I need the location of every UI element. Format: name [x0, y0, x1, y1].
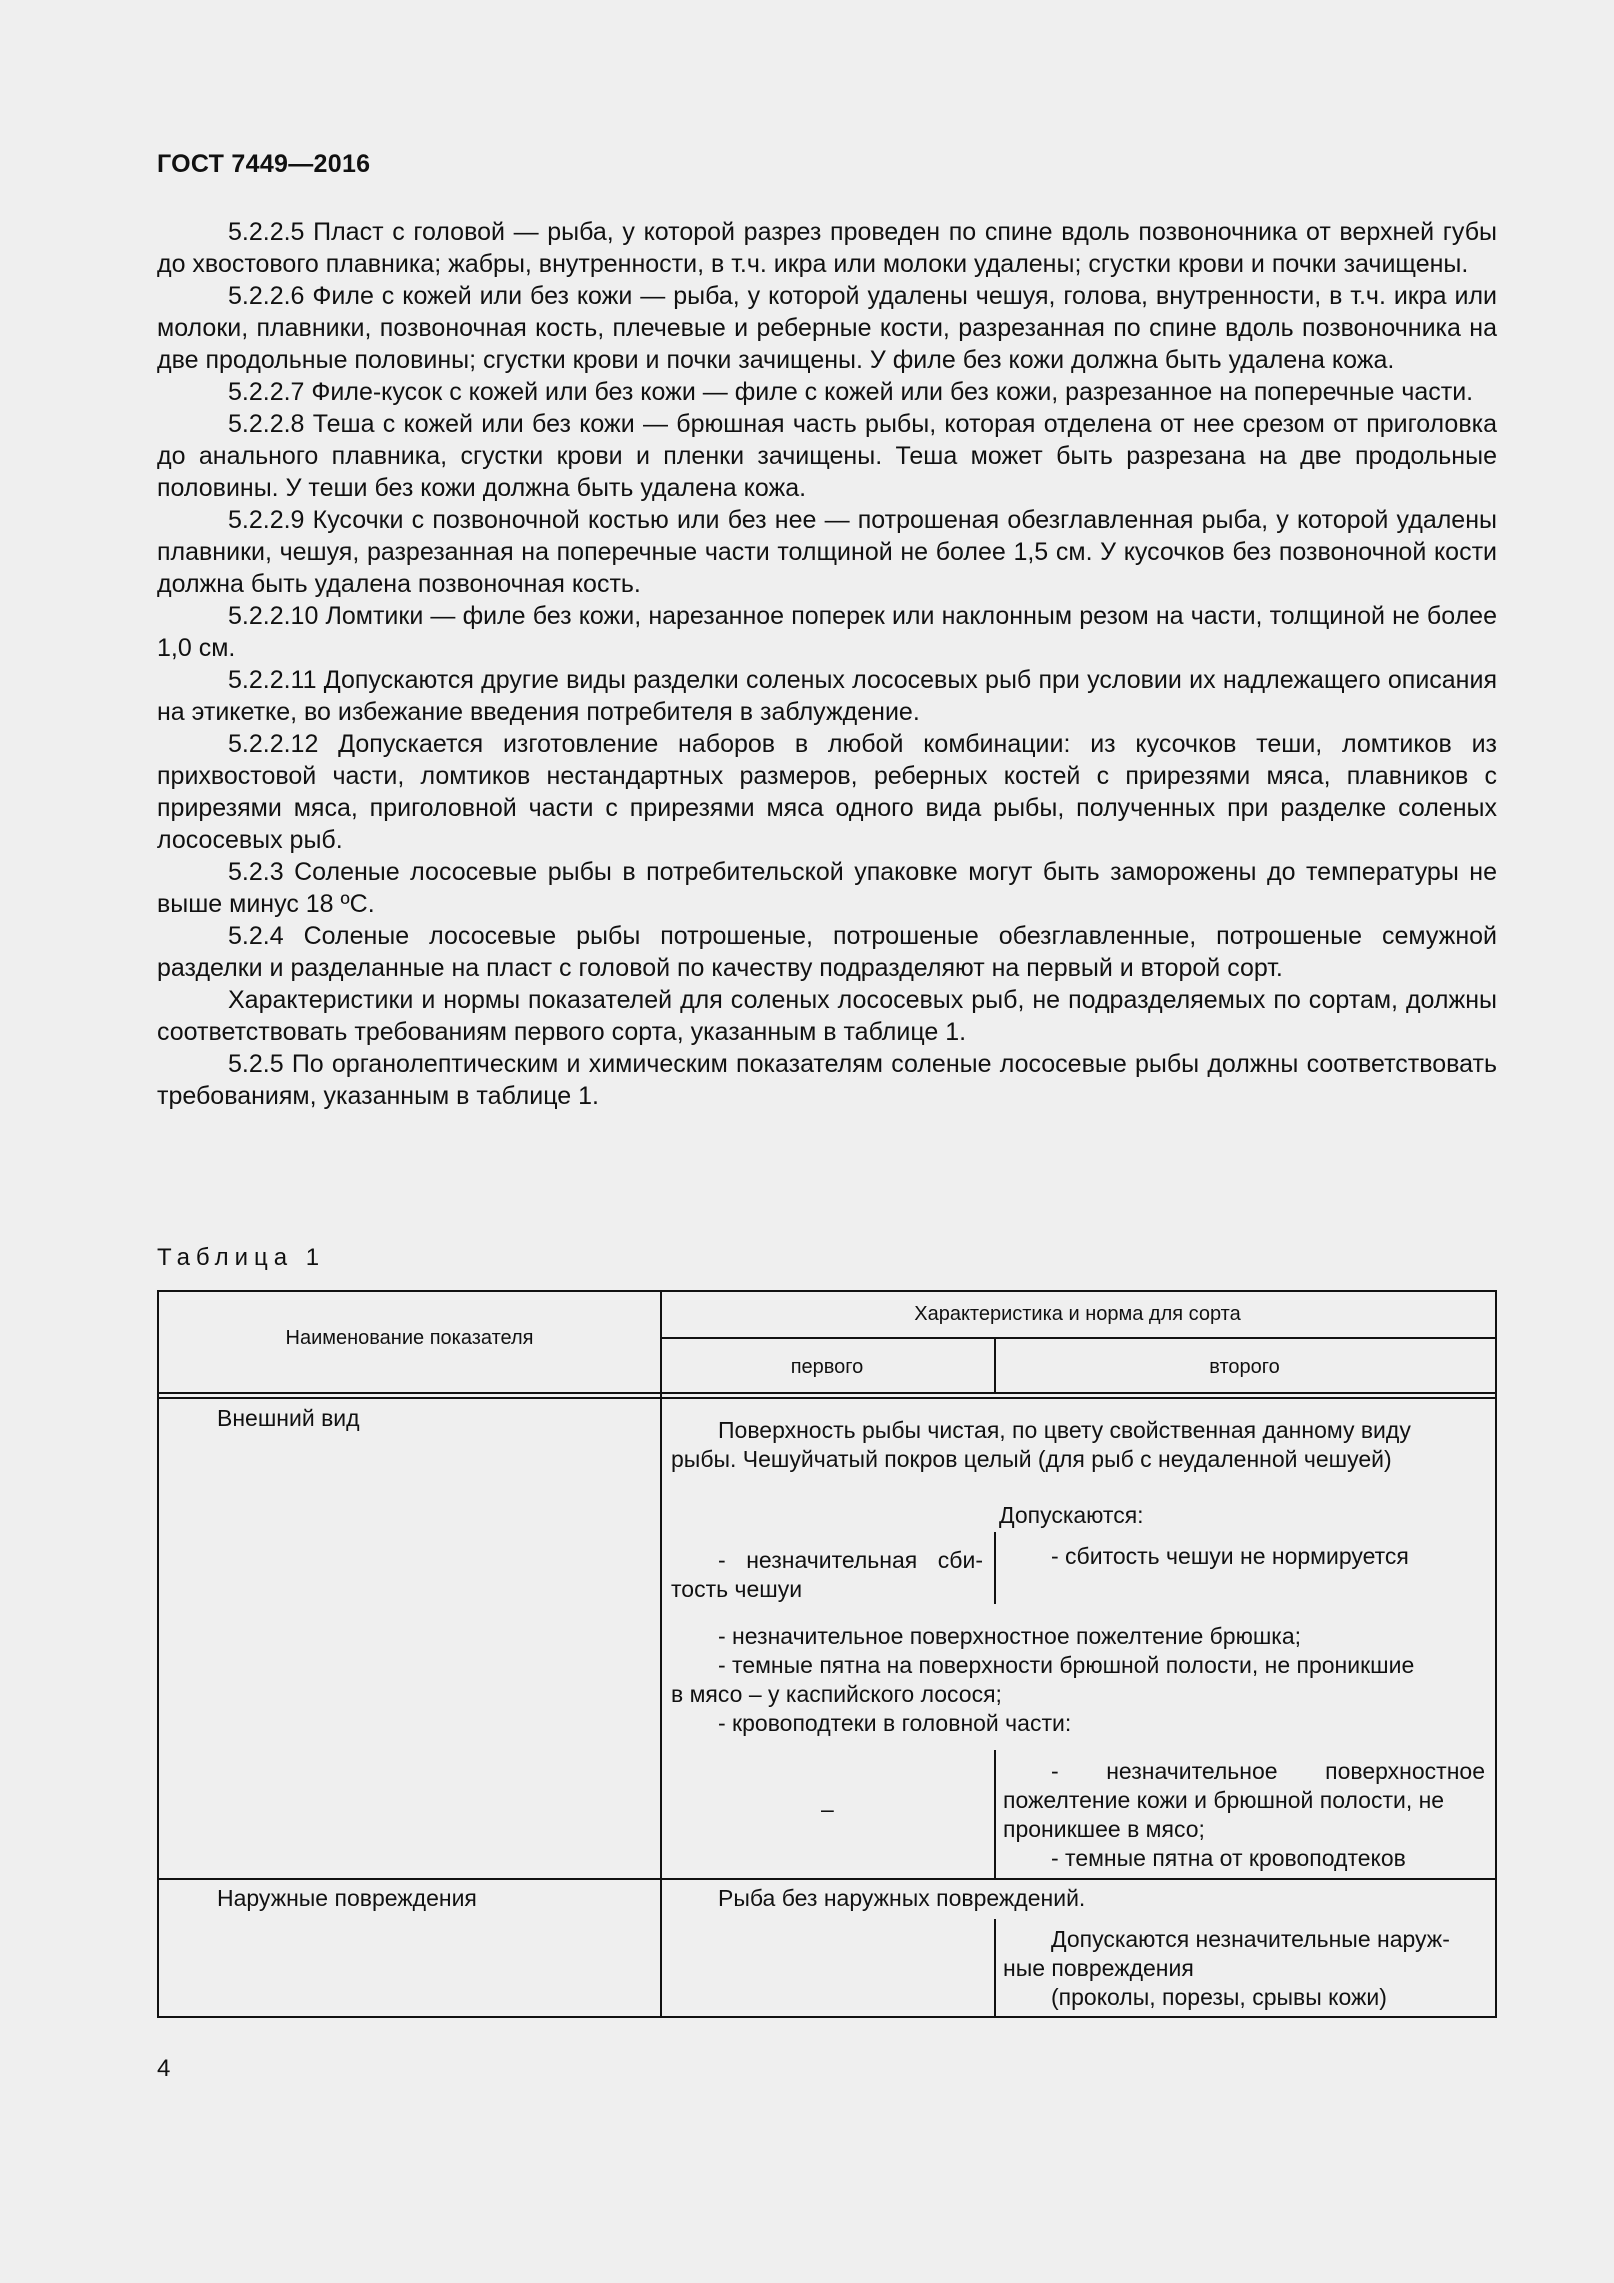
paragraph: 5.2.2.12 Допускается изготовление наборов в любой комбинации: из кусочков теши, ломтиков из прихвостовой части, ломтиков нестандартных размеров, реберных костей с прирезями мяса, плавников с прирезями мяса, приголовной части с прирезями мяса одного вида рыбы, полученных при разделке соленых лососевых рыб.: [157, 730, 1497, 854]
appearance-second-yellow-1: - незначительное поверхностное: [1051, 1758, 1485, 1784]
appearance-allowed: Допускаются:: [999, 1502, 1144, 1528]
row-damage-name: Наружные повреждения: [217, 1885, 477, 1911]
damage-second-1: Допускаются незначительные наруж-: [1051, 1926, 1450, 1952]
damage-second-2: ные повреждения: [1003, 1955, 1194, 1981]
damage-second-3: (проколы, порезы, срывы кожи): [1051, 1984, 1387, 2010]
appearance-first-scale-2: тость чешуи: [671, 1576, 803, 1602]
document-header: ГОСТ 7449—2016: [157, 150, 371, 178]
table-divider-row: [159, 1878, 1495, 1880]
paragraph: 5.2.5 По органолептическим и химическим показателям соленые лососевые рыбы должны соответствовать требованиям, указанным в таблице 1.: [157, 1050, 1497, 1110]
header-second-grade: второго: [1209, 1356, 1280, 1378]
paragraph: 5.2.2.11 Допускаются другие виды разделки соленых лососевых рыб при условии их надлежащего описания на этикетке, во избежание введения потребителя в заблуждение.: [157, 666, 1497, 726]
table-divider-header-bottom: [159, 1392, 1495, 1394]
appearance-first-dash: –: [821, 1796, 834, 1822]
table-divider-header-bottom2: [159, 1397, 1495, 1399]
appearance-common-2a: - темные пятна на поверхности брюшной полости, не проникшие: [718, 1652, 1415, 1678]
quality-table: [157, 1290, 1497, 2018]
appearance-second-spots: - темные пятна от кровоподтеков: [1051, 1845, 1406, 1871]
paragraph: 5.2.2.9 Кусочки с позвоночной костью или без нее — потрошеная обезглавленная рыба, у которой удалены плавники, чешуя, разрезанная на поперечные части толщиной не более 1,5 см. У кусочков без позвоночной кости должна быть удалена позвоночная кость.: [157, 506, 1497, 598]
table-caption: Таблица 1: [157, 1244, 326, 1271]
appearance-surface-line2: рыбы. Чешуйчатый покров целый (для рыб с неудаленной чешуей): [671, 1446, 1392, 1472]
paragraph: Характеристики и нормы показателей для соленых лососевых рыб, не подразделяемых по сортам, должны соответствовать требованиям первого сорта, указанным в таблице 1.: [157, 986, 1497, 1046]
paragraph: 5.2.4 Соленые лососевые рыбы потрошеные, потрошеные обезглавленные, потрошеные семужной разделки и разделанные на пласт с головой по качеству подразделяют на первый и второй сорт.: [157, 922, 1497, 982]
header-first-grade: первого: [790, 1356, 864, 1378]
paragraph: 5.2.2.10 Ломтики — филе без кожи, нарезанное поперек или наклонным резом на части, толщиной не более 1,0 см.: [157, 602, 1497, 662]
header-characteristic: Характеристика и норма для сорта: [914, 1303, 1241, 1325]
table-divider-header-mid: [660, 1337, 1495, 1339]
paragraph: 5.2.2.7 Филе-кусок с кожей или без кожи — филе с кожей или без кожи, разрезанное на поперечные части.: [228, 378, 1474, 406]
paragraph: 5.2.3 Соленые лососевые рыбы в потребительской упаковке могут быть заморожены до температуры не выше минус 18 ºС.: [157, 858, 1497, 918]
appearance-first-scale-1: - незначительная сби-: [718, 1547, 983, 1573]
table-divider-yellow: [994, 1750, 996, 1878]
header-indicator: Наименование показателя: [285, 1327, 534, 1349]
paragraph: 5.2.2.8 Теша с кожей или без кожи — брюшная часть рыбы, которая отделена от нее срезом от приголовка до анального плавника, сгустки крови и пленки зачищены. Теша может быть разрезана на две продольные половины. У теши без кожи должна быть удалена кожа.: [157, 410, 1497, 502]
appearance-common-1: - незначительное поверхностное пожелтение брюшка;: [718, 1623, 1302, 1649]
appearance-common-3: - кровоподтеки в головной части:: [718, 1710, 1072, 1736]
page-number: 4: [157, 2055, 171, 2082]
appearance-second-yellow-2: пожелтение кожи и брюшной полости, не: [1003, 1787, 1445, 1813]
paragraph: 5.2.2.5 Пласт с головой — рыба, у которой разрез проведен по спине вдоль позвоночника от верхней губы до хвостового плавника; жабры, внутренности, в т.ч. икра или молоки удалены; сгустки крови и почки зачищены.: [157, 218, 1497, 278]
table-divider-damage: [994, 1919, 996, 2016]
appearance-second-yellow-3: проникшее в мясо;: [1003, 1816, 1205, 1842]
paragraph: 5.2.2.6 Филе с кожей или без кожи — рыба, у которой удалены чешуя, голова, внутренности, в т.ч. икра или молоки, плавники, позвоночная кость, плечевые и реберные кости, разрезанная по спине вдоль позвоночника на две продольные половины; сгустки крови и почки зачищены. У филе без кожи должна быть удалена кожа.: [157, 282, 1497, 374]
appearance-common-2b: в мясо – у каспийского лосося;: [671, 1681, 1002, 1707]
row-appearance-name: Внешний вид: [217, 1405, 360, 1431]
appearance-second-scale: - сбитость чешуи не нормируется: [1051, 1543, 1409, 1569]
document-body: [157, 216, 1497, 1112]
damage-common: Рыба без наружных повреждений.: [718, 1885, 1086, 1911]
table-divider-scale: [994, 1532, 996, 1604]
appearance-surface-line1: Поверхность рыбы чистая, по цвету свойственная данному виду: [718, 1417, 1411, 1443]
table-divider-col1: [660, 1292, 662, 2016]
